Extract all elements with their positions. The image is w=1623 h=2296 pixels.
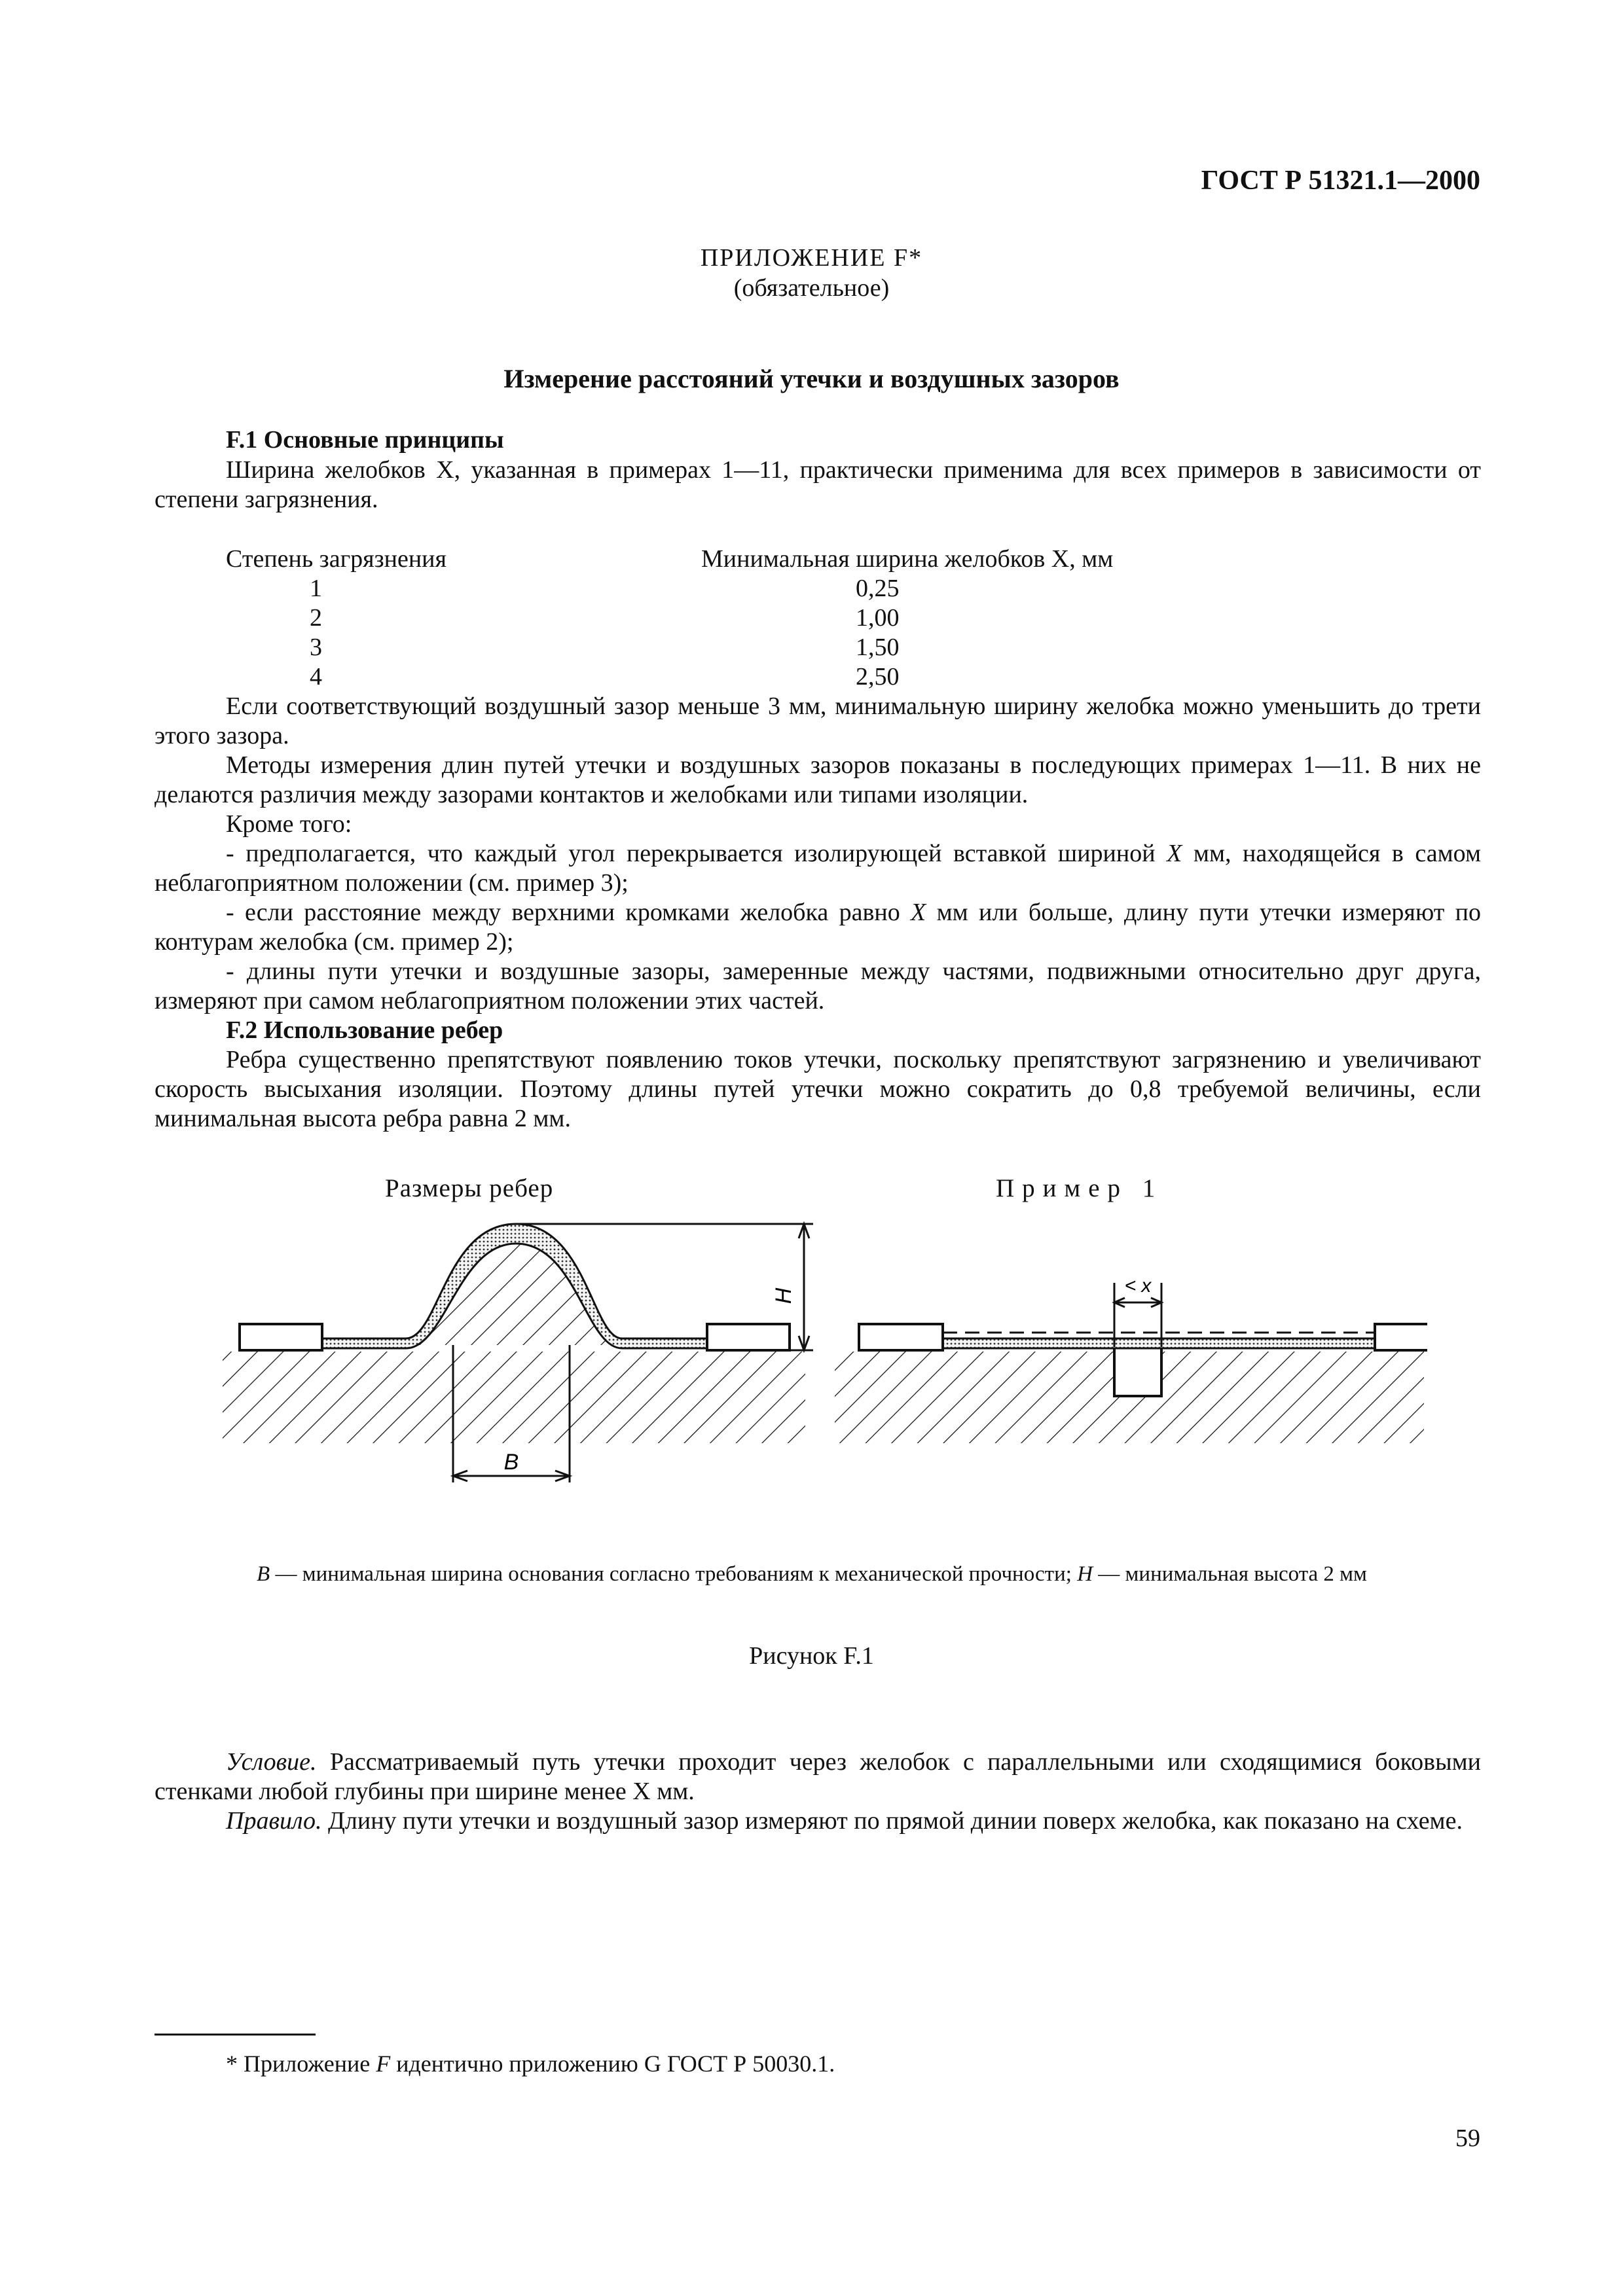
page-number: 59: [1455, 2125, 1480, 2152]
section-f2-para1: Ребра существенно препятствуют появлению токов утечки, поскольку препятствуют загрязнению и увеличивают скорость высыхания изоляции. Поэтому длины путей утечки можно сократить до 0,8 требуемой величины, если минимальная высота ребра равна 2 мм.: [155, 1046, 1481, 1132]
figure-right-title: Пример 1: [996, 1174, 1163, 1202]
section-f2-title: F.2 Использование ребер: [226, 1016, 503, 1044]
rule-block: [155, 1748, 1481, 1836]
pollution-table: [226, 545, 1208, 692]
footnote: * Приложение F идентично приложению G ГОСТ Р 50030.1.: [226, 2051, 835, 2077]
annex-heading: Измерение расстояний утечки и воздушных зазоров: [503, 364, 1120, 393]
section-f1-para3: Методы измерения длин путей утечки и воздушных зазоров показаны в последующих примерах 1—11. В них не делаются различия между зазорами контактов и желобками или типами изоляции.: [155, 751, 1481, 808]
table-row: [226, 662, 1208, 692]
table-col1-header: Степень загрязнения: [226, 545, 447, 573]
section-f1-title: F.1 Основные принципы: [226, 426, 504, 454]
table-cell-degree: 4: [310, 663, 322, 691]
table-cell-degree: 2: [310, 604, 322, 632]
rib-diagram: [223, 1224, 813, 1482]
table-cell-degree: 3: [310, 634, 322, 661]
table-header: [226, 545, 1208, 574]
document-number: ГОСТ Р 51321.1—2000: [1201, 166, 1480, 196]
table-cell-width: 2,50: [856, 663, 900, 691]
table-row: [226, 633, 1208, 662]
rule-paragraph: Правило. Длину пути утечки и воздушный зазор измеряют по прямой динии поверх желобка, как показано на схеме.: [226, 1807, 1463, 1835]
condition-paragraph: Условие. Рассматриваемый путь утечки проходит через желобок с параллельными или сходящимися боковыми стенками любой глубины при ширине менее X мм.: [155, 1748, 1481, 1805]
section-f1-bullet1: - предполагается, что каждый угол перекрывается изолирующей вставкой шириной X мм, находящейся в самом неблагоприятном положении (см. пример 3);: [155, 840, 1481, 897]
groove: [1114, 1347, 1161, 1396]
example1-diagram: [835, 1275, 1427, 1443]
table-cell-width: 1,00: [856, 604, 900, 632]
section-f1-bullet2: - если расстояние между верхними кромками желобка равно X мм или больше, длину пути утечки измеряют по контурам желобка (см. пример 2);: [155, 899, 1481, 956]
section-f1-body: [155, 692, 1481, 1134]
section-f1-para2: Если соответствующий воздушный зазор меньше 3 мм, минимальную ширину желобка можно уменьшить до трети этого зазора.: [155, 692, 1481, 749]
table-row: [226, 603, 1208, 633]
table-cell-width: 0,25: [856, 575, 900, 602]
groove-width-label: < x: [1124, 1275, 1152, 1297]
table-row: [226, 574, 1208, 603]
table-cell-width: 1,50: [856, 634, 900, 661]
table-cell-degree: 1: [310, 575, 322, 602]
annex-status: (обязательное): [733, 274, 890, 302]
figure-f1-drawing: [223, 1204, 1427, 1499]
right-conductor: [707, 1324, 790, 1350]
rib-base-hatching: [223, 1352, 805, 1443]
height-label: H: [771, 1287, 796, 1304]
figure-label: Рисунок F.1: [749, 1642, 874, 1670]
annex-title: ПРИЛОЖЕНИЕ F*: [700, 244, 923, 272]
example1-right-conductor: [1375, 1324, 1427, 1350]
example1-left-conductor: [859, 1324, 943, 1350]
table-col2-header: Минимальная ширина желобков X, мм: [701, 545, 1114, 573]
section-f1-para1: Ширина желобков X, указанная в примерах 1—11, практически применима для всех примеров в зависимости от степени загрязнения.: [155, 456, 1481, 513]
figure-caption: B — минимальная ширина основания согласно требованиям к механической прочности; H — минимальная высота 2 мм: [257, 1562, 1367, 1586]
section-f1-bullet3: - длины пути утечки и воздушные зазоры, замеренные между частями, подвижными относительно друг друга, измеряют при самом неблагоприятном положении этих частей.: [155, 958, 1481, 1014]
left-conductor: [240, 1324, 322, 1350]
figure-left-title: Размеры ребер: [385, 1174, 554, 1202]
section-f1-para4: Кроме того:: [226, 810, 352, 838]
base-label: B: [503, 1450, 519, 1475]
footnote-divider: [155, 2034, 316, 2036]
